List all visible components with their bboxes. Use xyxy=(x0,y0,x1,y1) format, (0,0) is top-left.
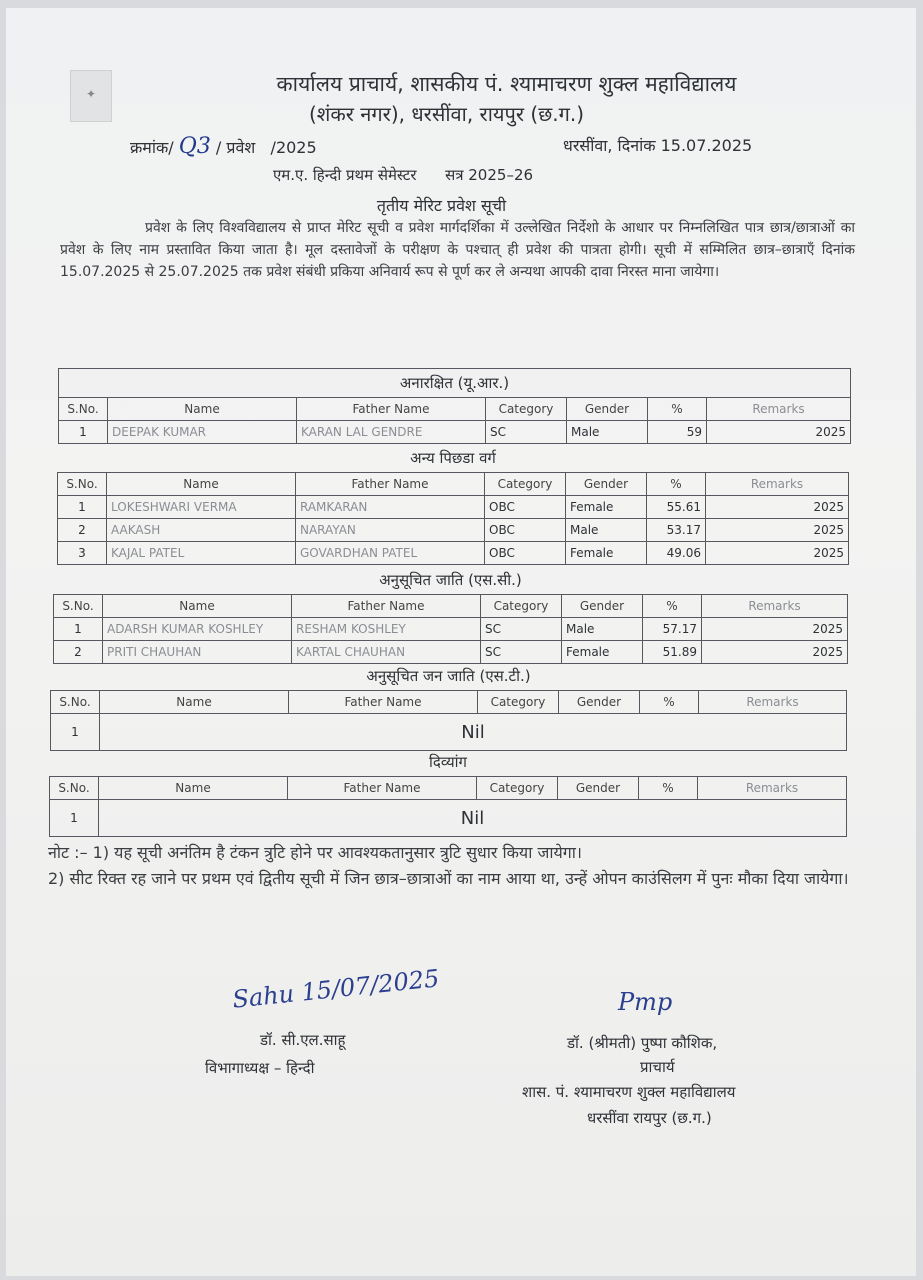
caption-obc: अन्य पिछडा वर्ग xyxy=(410,449,496,467)
note-1: नोट :– 1) यह सूची अनंतिम है टंकन त्रुटि होने पर आवश्यकतानुसार त्रुटि सुधार किया जायेगा। xyxy=(48,843,582,862)
principal-name: डॉ. (श्रीमती) पुष्पा कौशिक, xyxy=(567,1034,718,1052)
hod-signature: Sahu 15/07/2025 xyxy=(231,964,441,1014)
hod-designation: विभागाध्यक्ष – हिन्दी xyxy=(205,1059,315,1077)
table-row: 1 DEEPAK KUMAR KARAN LAL GENDRE SC Male 59 2025 xyxy=(59,421,851,444)
header-row: S.No. Name Father Name Category Gender % Remarks xyxy=(51,691,847,714)
table-row: 2 PRITI CHAUHAN KARTAL CHAUHAN SC Female 51.89 2025 xyxy=(54,641,848,664)
principal-place: धरसींवा रायपुर (छ.ग.) xyxy=(587,1109,712,1127)
table-obc xyxy=(57,444,849,565)
handwritten-ref: Q3 xyxy=(178,134,211,159)
table-row: 1 LOKESHWARI VERMA RAMKARAN OBC Female 55.61 2025 xyxy=(58,496,849,519)
hod-name: डॉ. सी.एल.साहू xyxy=(260,1031,346,1049)
table-st xyxy=(50,662,847,751)
office-address: (शंकर नगर), धरसींवा, रायपुर (छ.ग.) xyxy=(308,102,584,126)
college-logo: ✦ xyxy=(70,70,112,122)
notes xyxy=(48,840,868,892)
header-row: S.No. Name Father Name Category Gender % Remarks xyxy=(58,473,849,496)
caption-ur: अनारक्षित (यू.आर.) xyxy=(59,369,851,398)
table-sc xyxy=(53,566,848,664)
office-title: कार्यालय प्राचार्य, शासकीय पं. श्यामाचरण शुक्ल महाविद्यालय xyxy=(276,72,737,96)
principal-designation: प्राचार्य xyxy=(640,1058,675,1076)
table-row: 2 AAKASH NARAYAN OBC Male 53.17 2025 xyxy=(58,519,849,542)
place-date: धरसींवा, दिनांक 15.07.2025 xyxy=(563,136,753,155)
table-row: 1 Nil xyxy=(50,800,847,837)
table-row: 1 Nil xyxy=(51,714,847,751)
table-row: 1 ADARSH KUMAR KOSHLEY RESHAM KOSHLEY SC Male 57.17 2025 xyxy=(54,618,848,641)
header-row: S.No. Name Father Name Category Gender % Remarks xyxy=(50,777,847,800)
header-row: S.No. Name Father Name Category Gender % Remarks xyxy=(59,398,851,421)
course-line: एम.ए. हिन्दी प्रथम सेमेस्टर सत्र 2025–26 xyxy=(273,166,534,184)
note-2: 2) सीट रिक्त रह जाने पर प्रथम एवं द्वितीय सूची में जिन छात्र–छात्राओं का नाम आया था, उन्हें ओपन काउंसिलग में पुनः मौका दिया जायेगा। xyxy=(48,869,849,888)
nil-cell: Nil xyxy=(99,800,847,837)
ref-number: क्रमांक/ Q3 / प्रवेश /2025 xyxy=(130,134,317,159)
nil-cell: Nil xyxy=(100,714,847,751)
principal-college: शास. पं. श्यामाचरण शुक्ल महाविद्यालय xyxy=(522,1083,736,1101)
intro-paragraph: प्रवेश के लिए विश्वविद्यालय से प्राप्त मेरिट सूची व प्रवेश मार्गदर्शिका में उल्लेखित निर्देशो के आधार पर निम्नलिखित पात्र छात्र/छात्राओं का प्रवेश के लिए नाम प्रस्तावित किया जाता है। मूल दस्तावेजों के परीक्षण के पश्चात् ही प्रवेश की पात्रता होगी। सूची में सम्मिलित छात्र–छात्राएँ दिनांक 15.07.2025 से 25.07.2025 तक प्रवेश संबंधी प्रकिया अनिवार्य रूप से पूर्ण कर ले अन्यथा आपकी दावा निरस्त माना जायेगा। xyxy=(60,220,855,280)
table-ur xyxy=(58,368,851,444)
header-row: S.No. Name Father Name Category Gender % Remarks xyxy=(54,595,848,618)
caption-divyang: दिव्यांग xyxy=(428,753,467,771)
caption-sc: अनुसूचित जाति (एस.सी.) xyxy=(379,571,522,589)
table-divyang xyxy=(49,748,847,837)
principal-signature: Pmp xyxy=(618,988,673,1016)
list-title: तृतीय मेरिट प्रवेश सूची xyxy=(376,196,507,215)
table-row: 3 KAJAL PATEL GOVARDHAN PATEL OBC Female 49.06 2025 xyxy=(58,542,849,565)
caption-st: अनुसूचित जन जाति (एस.टी.) xyxy=(366,667,531,685)
